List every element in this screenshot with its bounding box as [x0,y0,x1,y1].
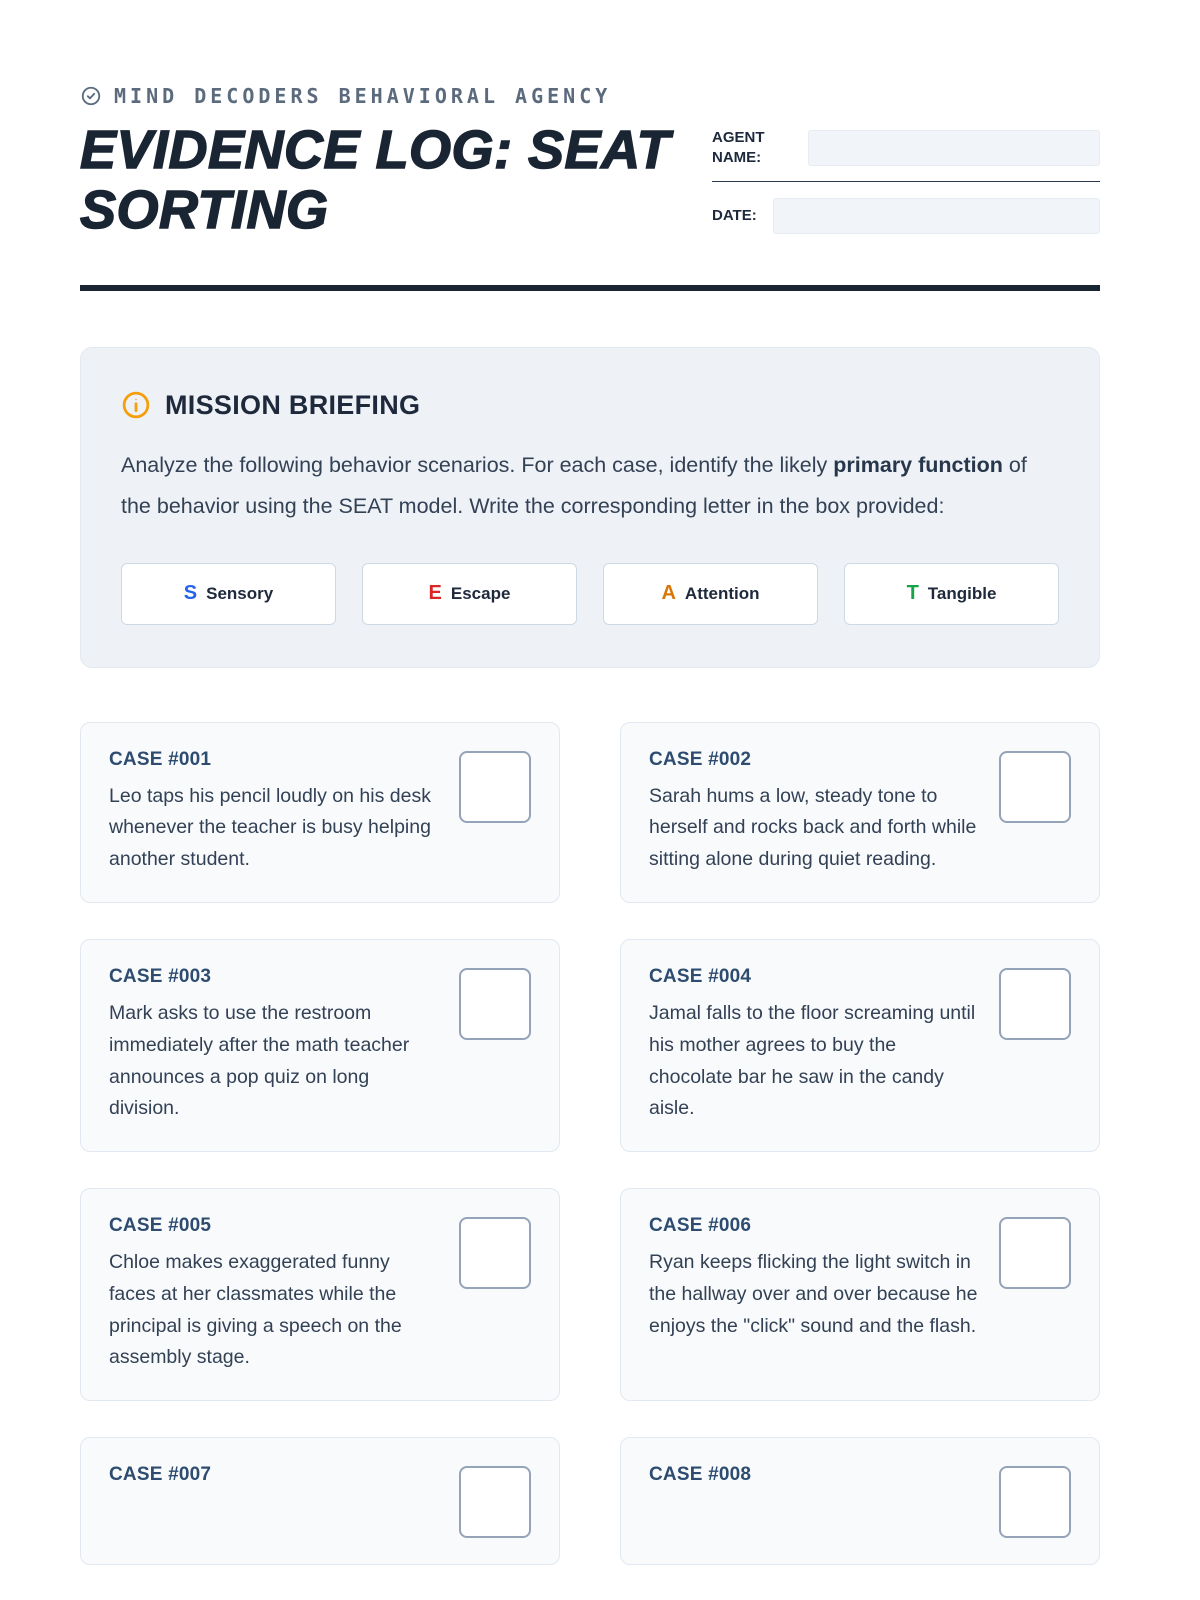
case-card-body [109,1464,441,1538]
date-input[interactable] [773,198,1100,234]
case-card-007 [80,1437,560,1565]
header-fields [712,128,1100,234]
answer-box-008[interactable] [999,1466,1071,1538]
date-label: DATE: [712,207,757,225]
check-badge-icon [80,85,102,107]
case-card-003 [80,939,560,1152]
case-description: Jamal falls to the floor screaming until his mother agrees to buy the chocolate bar he saw in the candy aisle. [649,1001,976,1120]
case-id: CASE #004 [649,965,752,987]
answer-box-007[interactable] [459,1466,531,1538]
case-id: CASE #001 [109,748,212,770]
agent-name-input[interactable] [808,130,1100,166]
legend-letter-s: S [183,582,198,605]
case-description: Leo taps his pencil loudly on his desk whenever the teacher is busy helping another student. [109,784,431,871]
legend-item-sensory [121,563,336,625]
legend-item-escape [362,563,577,625]
briefing-instructions [121,445,1059,527]
case-card-006 [620,1188,1100,1401]
case-card-001 [80,722,560,903]
case-card-008 [620,1437,1100,1565]
case-card-body [109,749,441,876]
seat-legend [121,563,1059,625]
case-card-body [649,966,981,1125]
agent-name-label: AGENT NAME: [712,129,765,166]
answer-box-003[interactable] [459,968,531,1040]
legend-label-tangible: Tangible [927,583,997,603]
legend-item-tangible [844,563,1059,625]
briefing-heading: MISSION BRIEFING [165,389,421,420]
case-id: CASE #006 [649,1215,752,1237]
case-card-005 [80,1188,560,1401]
info-icon [121,390,151,420]
answer-box-002[interactable] [999,751,1071,823]
case-card-body [649,1464,981,1538]
header-divider [80,285,1100,291]
legend-item-attention [603,563,818,625]
header [80,84,1100,241]
briefing-header [121,390,1059,421]
case-id: CASE #003 [109,965,212,987]
case-id: CASE #002 [649,748,752,770]
legend-letter-e: E [428,582,442,605]
legend-letter-a: A [661,582,676,605]
case-id: CASE #007 [109,1464,212,1486]
case-card-body [649,749,981,876]
case-description: Mark asks to use the restroom immediately after the math teacher announces a pop quiz on long division. [109,1001,410,1120]
legend-label-sensory: Sensory [206,583,274,603]
mission-briefing-panel [80,347,1100,668]
legend-label-attention: Attention [684,583,760,603]
instructions-bold: primary function [833,452,1003,477]
case-card-002 [620,722,1100,903]
answer-box-001[interactable] [459,751,531,823]
case-description: Chloe makes exaggerated funny faces at her classmates while the principal is giving a speech on the assembly stage. [109,1251,402,1369]
header-left [80,84,712,241]
answer-box-006[interactable] [999,1217,1071,1289]
legend-letter-t: T [906,582,919,605]
case-card-004 [620,939,1100,1152]
case-description: Sarah hums a low, steady tone to herself and rocks back and forth while sitting alone during quiet reading. [649,784,977,871]
answer-box-005[interactable] [459,1217,531,1289]
answer-box-004[interactable] [999,968,1071,1040]
case-card-body [649,1215,981,1374]
case-id: CASE #008 [649,1464,752,1486]
legend-label-escape: Escape [450,583,511,603]
instructions-part-2: of the behavior using the SEAT model. Write the corresponding letter in the box provided: [121,452,1027,518]
case-card-body [109,1215,441,1374]
date-row [712,198,1100,234]
case-id: CASE #005 [109,1215,212,1237]
agent-name-row [712,128,1100,182]
case-description: Ryan keeps flicking the light switch in the hallway over and over because he enjoys the "click" sound and the flash. [649,1251,978,1337]
case-card-body [109,966,441,1125]
brand-row [80,84,712,108]
agency-name: MIND DECODERS BEHAVIORAL AGENCY [114,84,612,108]
case-grid [80,722,1100,1566]
page-title: EVIDENCE LOG: SEAT SORTING [80,120,671,241]
instructions-part-1: Analyze the following behavior scenarios. For each case, identify the likely [121,452,834,477]
